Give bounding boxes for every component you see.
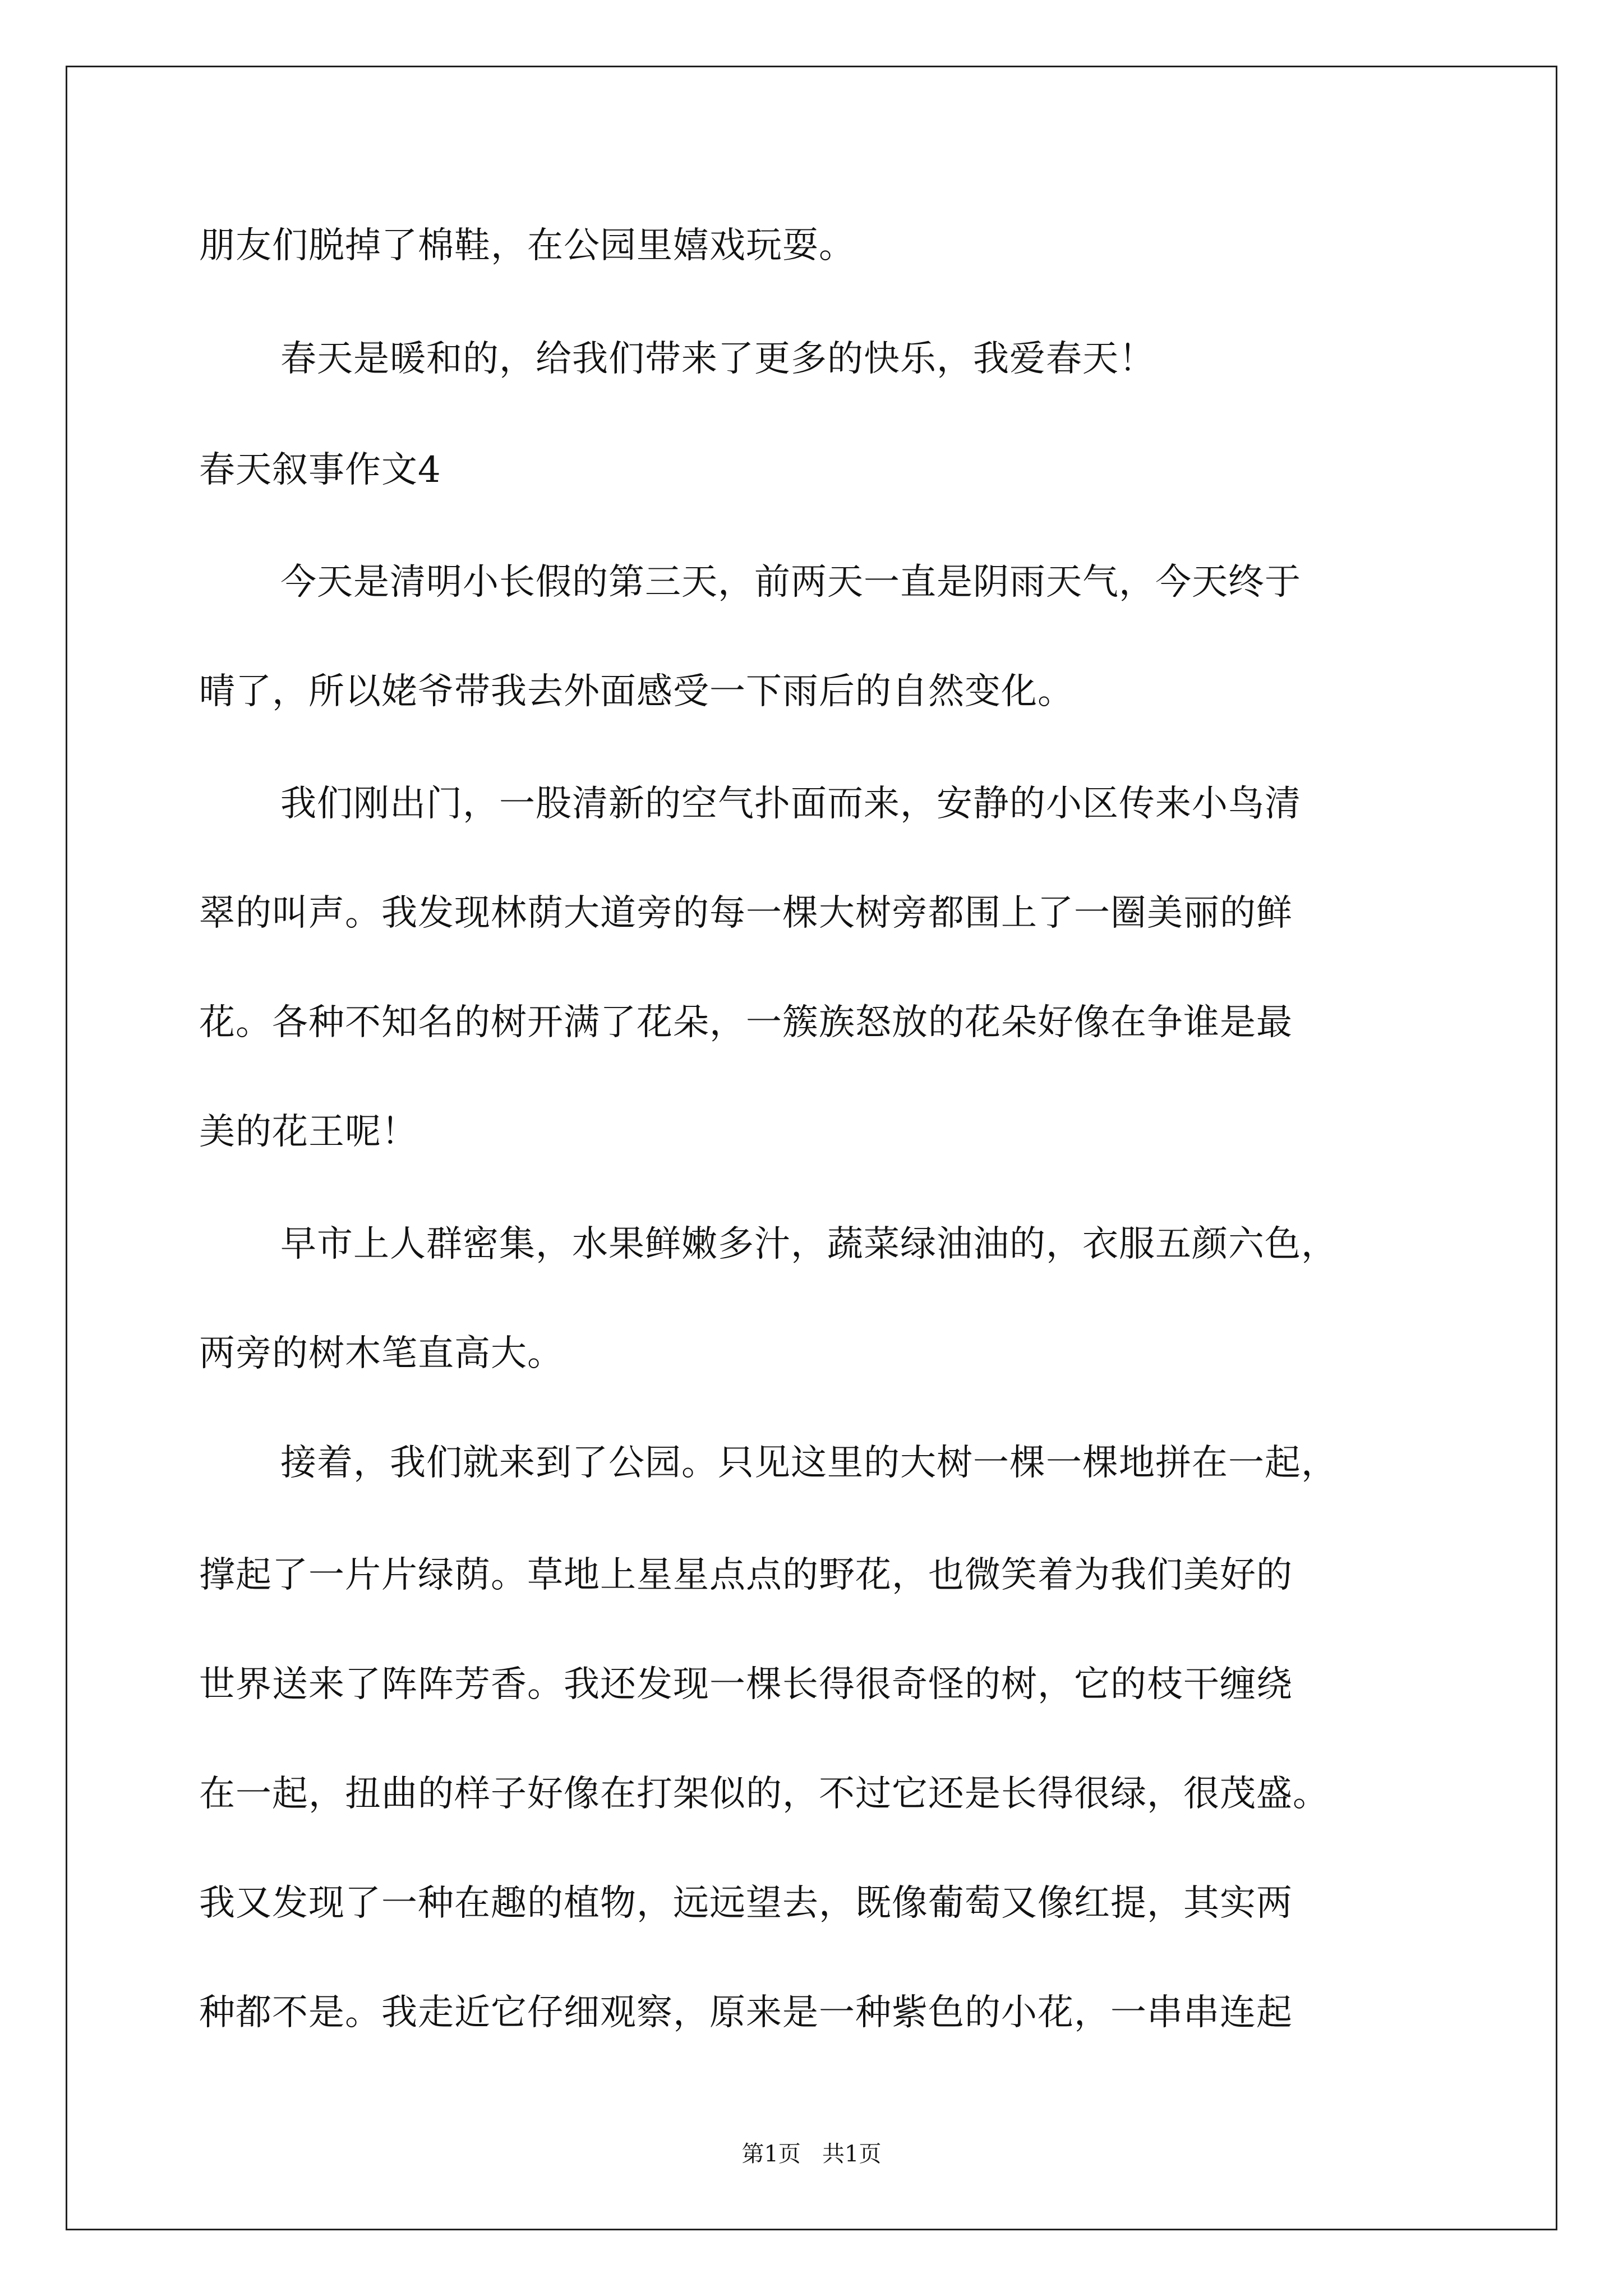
page-footer: 第1页 共1页: [741, 2141, 882, 2167]
text-line: 美的花王呢！: [199, 1111, 418, 1153]
text-line: 我们刚出门，一股清新的空气扑面而来，安静的小区传来小鸟清: [280, 783, 1301, 825]
text-line: 今天是清明小长假的第三天，前两天一直是阴雨天气，今天终于: [280, 562, 1301, 603]
text-line: 春天是暖和的，给我们带来了更多的快乐，我爱春天！: [280, 338, 1155, 380]
text-line: 世界送来了阵阵芳香。我还发现一棵长得很奇怪的树，它的枝干缠绕: [199, 1664, 1293, 1705]
text-line: 晴了，所以姥爷带我去外面感受一下雨后的自然变化。: [199, 671, 1074, 712]
text-line: 我又发现了一种在趣的植物，远远望去，既像葡萄又像红提，其实两: [199, 1883, 1293, 1924]
text-line: 种都不是。我走近它仔细观察，原来是一种紫色的小花，一串串连起: [199, 1992, 1293, 2033]
text-line: 翠的叫声。我发现林荫大道旁的每一棵大树旁都围上了一圈美丽的鲜: [199, 892, 1293, 934]
text-line: 朋友们脱掉了棉鞋，在公园里嬉戏玩耍。: [199, 225, 855, 266]
text-line: 花。各种不知名的树开满了花朵，一簇族怒放的花朵好像在争谁是最: [199, 1002, 1293, 1043]
text-line: 早市上人群密集，水果鲜嫩多汁，蔬菜绿油油的，衣服五颜六色，: [280, 1223, 1338, 1265]
text-line: 撑起了一片片绿荫。草地上星星点点的野花，也微笑着为我们美好的: [199, 1554, 1293, 1596]
section-heading: 春天叙事作文4: [199, 449, 441, 491]
text-line: 在一起，扭曲的样子好像在打架似的，不过它还是长得很绿，很茂盛。: [199, 1773, 1329, 1815]
text-line: 两旁的树木笔直高大。: [199, 1333, 564, 1374]
text-line: 接着，我们就来到了公园。只见这里的大树一棵一棵地拼在一起，: [280, 1442, 1338, 1484]
